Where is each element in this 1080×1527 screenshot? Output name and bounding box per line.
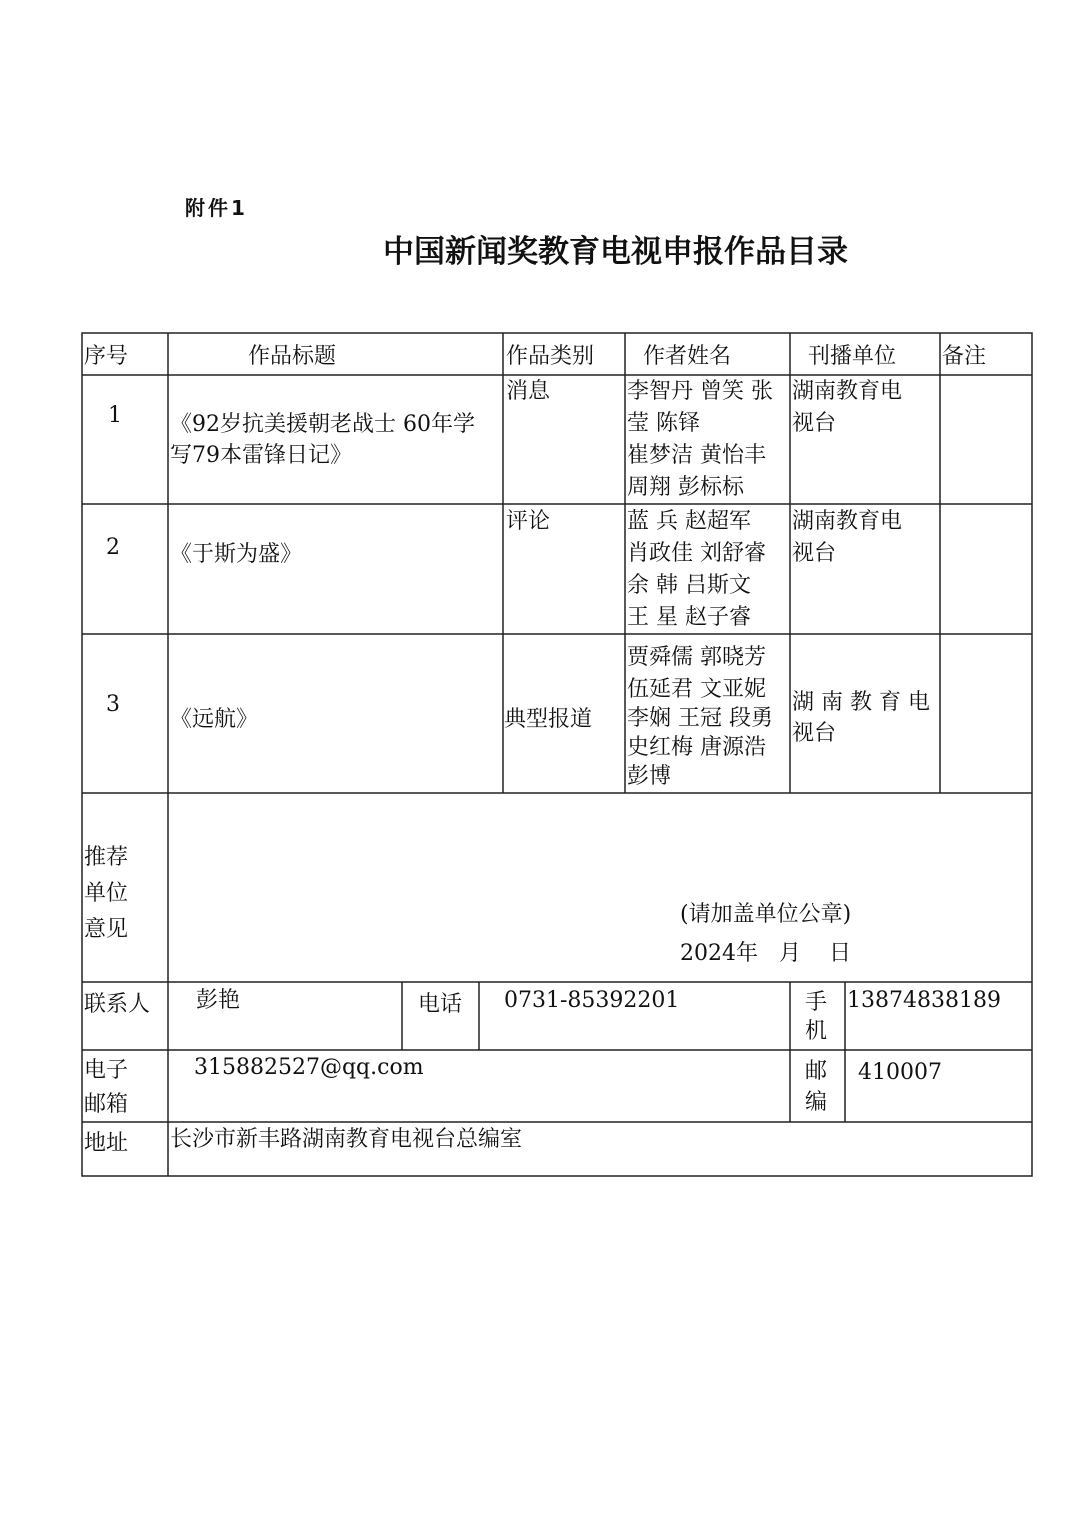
address-label: 地址 <box>84 1131 129 1156</box>
recommend-label-line2: 单位 <box>84 881 129 906</box>
contact-label: 联系人 <box>84 992 151 1017</box>
row2-author-line1: 蓝 兵 赵超军 <box>627 509 751 534</box>
recommend-label-line1: 推荐 <box>84 845 129 870</box>
seal-note: (请加盖单位公章) <box>680 902 852 927</box>
phone-label: 电话 <box>418 992 463 1017</box>
row1-author-line2: 莹 陈铎 <box>627 411 700 436</box>
row3-unit-line2: 视台 <box>792 721 837 746</box>
row2-title: 《于斯为盛》 <box>170 542 303 567</box>
header-title: 作品标题 <box>248 344 337 369</box>
row2-unit-line1: 湖南教育电 <box>792 509 903 534</box>
row1-index: 1 <box>108 403 122 428</box>
row3-author-line1: 贾舜儒 郭晓芳 <box>627 645 766 670</box>
row2-category: 评论 <box>506 509 551 534</box>
row2-author-line4: 王 星 赵子睿 <box>627 605 751 630</box>
email-value: 315882527@qq.com <box>194 1055 424 1080</box>
row1-author-line3: 崔梦洁 黄怡丰 <box>627 443 766 468</box>
contact-value: 彭艳 <box>196 988 241 1013</box>
recommend-label-line3: 意见 <box>84 917 129 942</box>
mobile-label-line1: 手 <box>805 990 828 1015</box>
header-index: 序号 <box>84 344 129 369</box>
mobile-value: 13874838189 <box>847 988 1001 1013</box>
phone-value: 0731-85392201 <box>504 988 680 1013</box>
row3-author-line3: 李娴 王冠 段勇 <box>627 706 773 731</box>
header-category: 作品类别 <box>506 344 595 369</box>
row3-author-line2: 伍延君 文亚妮 <box>627 677 766 702</box>
document-title: 中国新闻奖教育电视申报作品目录 <box>383 234 848 270</box>
email-label-line2: 邮箱 <box>84 1092 129 1117</box>
row3-author-line4: 史红梅 唐源浩 <box>627 735 766 760</box>
row3-category: 典型报道 <box>504 707 593 732</box>
row2-author-line2: 肖政佳 刘舒睿 <box>627 541 766 566</box>
row1-title-line2: 写79本雷锋日记》 <box>170 443 352 468</box>
row1-author-line4: 周翔 彭标标 <box>627 475 744 500</box>
postcode-label-line1: 邮 <box>805 1059 828 1084</box>
row3-author-line5: 彭博 <box>627 764 672 789</box>
row2-index: 2 <box>106 535 120 560</box>
header-authors: 作者姓名 <box>643 344 732 369</box>
row2-unit-line2: 视台 <box>792 541 837 566</box>
address-value: 长沙市新丰路湖南教育电视台总编室 <box>170 1127 523 1152</box>
mobile-label-line2: 机 <box>805 1019 828 1044</box>
row3-unit-line1: 湖 南 教 育 电 <box>792 690 930 715</box>
recommend-date: 2024年 月 日 <box>680 941 851 966</box>
postcode-value: 410007 <box>858 1060 942 1085</box>
header-unit: 刊播单位 <box>808 344 897 369</box>
row3-index: 3 <box>106 692 120 717</box>
postcode-label-line2: 编 <box>805 1090 828 1115</box>
row1-category: 消息 <box>506 379 551 404</box>
row1-unit-line2: 视台 <box>792 411 837 436</box>
attachment-label: 附件1 <box>185 196 248 220</box>
row1-title-line1: 《92岁抗美援朝老战士 60年学 <box>170 412 475 437</box>
header-note: 备注 <box>942 344 987 369</box>
row2-author-line3: 余 韩 吕斯文 <box>627 573 751 598</box>
row1-author-line1: 李智丹 曾笑 张 <box>627 379 773 404</box>
email-label-line1: 电子 <box>84 1058 129 1083</box>
row1-unit-line1: 湖南教育电 <box>792 379 903 404</box>
row3-title: 《远航》 <box>170 707 259 732</box>
